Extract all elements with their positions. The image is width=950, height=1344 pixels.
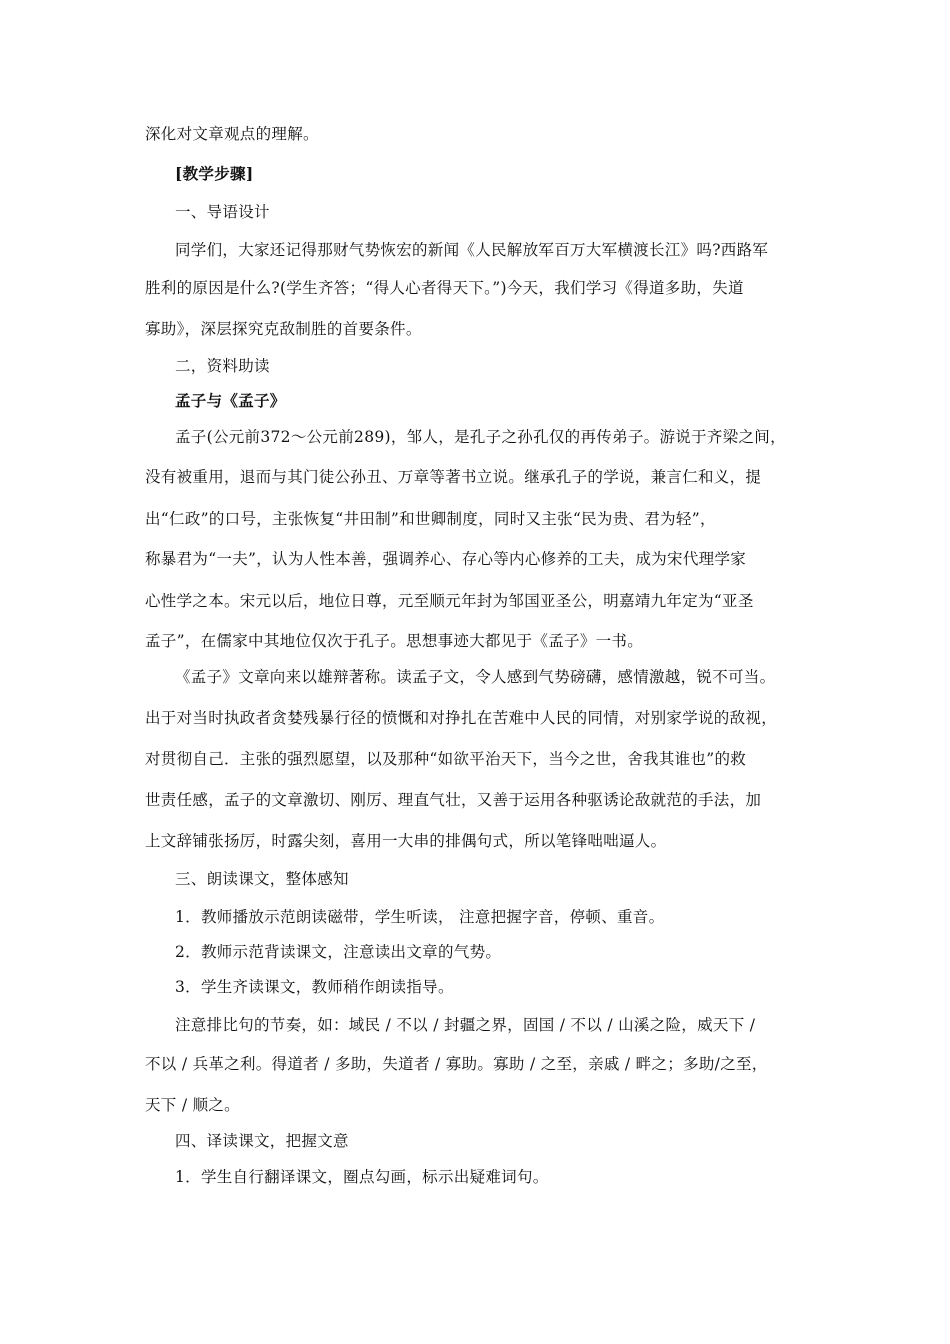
paragraph-line: 心性学之本。宋元以后，地位日尊，元至顺元年封为邹国亚圣公，明嘉靖九年定为“亚圣 bbox=[145, 592, 754, 610]
paragraph-line: 不以 / 兵革之利。得道者 / 多助，失道者 / 寡助。寡助 / 之至，亲戚 / 畔之；多助/之至， bbox=[145, 1055, 768, 1073]
paragraph-line: 称暴君为“一夫”，认为人性本善，强调养心、存心等内心修养的工夫，成为宋代理学家 bbox=[145, 550, 747, 568]
section-heading-reading: 三、朗读课文，整体感知 bbox=[175, 870, 349, 888]
paragraph-line: 胜利的原因是什么?(学生齐答；“得人心者得天下。”)今天，我们学习《得道多助，失道 bbox=[145, 279, 744, 297]
section-heading-teaching-steps: [教学步骤] bbox=[175, 164, 254, 183]
paragraph-line: 出“仁政”的口号，主张恢复“井田制”和世卿制度，同时又主张“民为贵、君为轻”， bbox=[145, 510, 716, 528]
paragraph-line: 《孟子》文章向来以雄辩著称。读孟子文，令人感到气势磅礴，感情激越，锐不可当。 bbox=[175, 668, 776, 686]
paragraph-line: 世责任感，孟子的文章激切、刚厉、理直气壮，又善于运用各种驱诱论敌就范的手法，加 bbox=[145, 791, 762, 809]
paragraph-line: 上文辞铺张扬厉，时露尖刻，喜用一大串的排偶句式，所以笔锋咄咄逼人。 bbox=[145, 832, 667, 850]
section-heading-translation: 四、译读课文，把握文意 bbox=[175, 1132, 349, 1150]
paragraph-line: 出于对当时执政者贪婪残暴行径的愤慨和对挣扎在苦难中人民的同情，对别家学说的敌视， bbox=[145, 709, 778, 727]
section-heading-materials: 二，资料助读 bbox=[175, 357, 270, 375]
paragraph-line: 寡助》，深层探究克敌制胜的首要条件。 bbox=[145, 320, 422, 338]
section-heading-intro: 一、导语设计 bbox=[175, 203, 270, 221]
subheading-mencius: 孟子与《孟子》 bbox=[175, 391, 286, 410]
list-item: 3．学生齐读课文，教师稍作朗读指导。 bbox=[175, 978, 454, 996]
list-item: 2．教师示范背读课文，注意读出文章的气势。 bbox=[175, 943, 502, 961]
paragraph-line: 孟子(公元前372～公元前289)，邹人，是孔子之孙孔仅的再传弟子。游说于齐梁之间， bbox=[175, 428, 786, 446]
paragraph-line: 孟子”，在儒家中其地位仅次于孔子。思想事迹大都见于《孟子》一书。 bbox=[145, 632, 644, 650]
list-item: 1．学生自行翻译课文，圈点勾画，标示出疑难词句。 bbox=[175, 1168, 549, 1186]
paragraph-line: 没有被重用，退而与其门徒公孙丑、万章等著书立说。继承孔子的学说，兼言仁和义，提 bbox=[145, 468, 762, 486]
paragraph-line: 同学们，大家还记得那财气势恢宏的新闻《人民解放军百万大军横渡长江》吗?西路军 bbox=[175, 241, 769, 259]
paragraph-line: 天下 / 顺之。 bbox=[145, 1096, 240, 1114]
list-item: 1．教师播放示范朗读磁带，学生听读， 注意把握字音，停顿、重音。 bbox=[175, 908, 665, 926]
text-line: 深化对文章观点的理解。 bbox=[145, 125, 319, 143]
paragraph-line: 注意排比句的节奏，如：域民 / 不以 / 封疆之界，固国 / 不以 / 山溪之险，威天下 / bbox=[175, 1016, 756, 1034]
paragraph-line: 对贯彻自己．主张的强烈愿望，以及那种“如欲平治天下，当今之世，舍我其谁也”的救 bbox=[145, 750, 747, 768]
